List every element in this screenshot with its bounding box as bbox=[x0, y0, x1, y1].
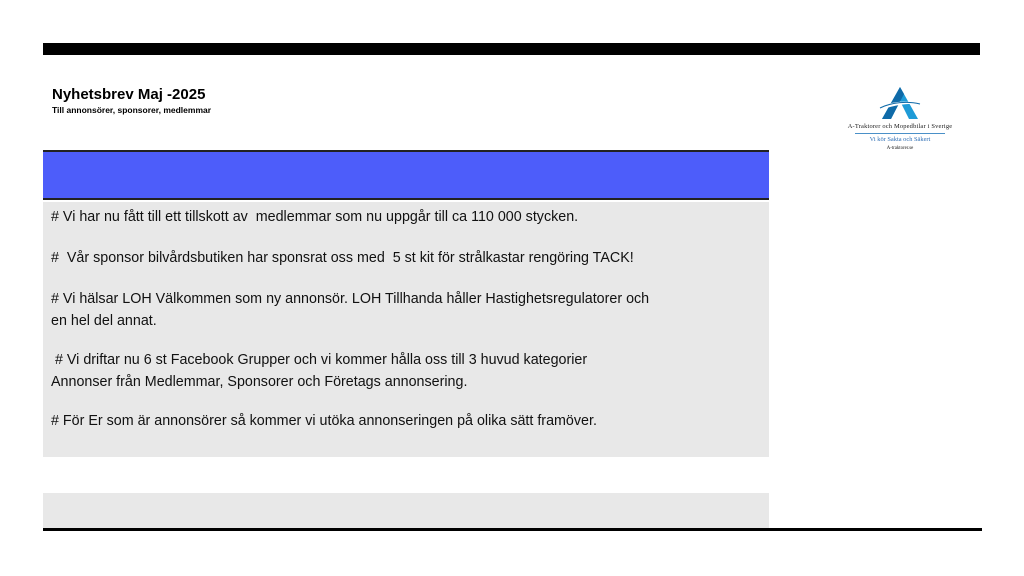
blue-banner bbox=[43, 150, 769, 200]
logo-divider bbox=[855, 133, 945, 134]
logo-url: A-traktorer.se bbox=[886, 146, 914, 151]
news-item-facebook-line1: # Vi driftar nu 6 st Facebook Grupper och vi kommer hålla oss till 3 huvud kategorier bbox=[51, 352, 588, 368]
bottom-black-rule bbox=[43, 528, 982, 531]
news-item-facebook-line2: Annonser från Medlemmar, Sponsorer och Företags annonsering. bbox=[51, 374, 468, 390]
a-logo-icon bbox=[878, 86, 922, 120]
news-content-panel bbox=[43, 202, 769, 457]
news-item-advertiser-line2: en hel del annat. bbox=[51, 313, 157, 329]
news-item-advertiser-line1: # Vi hälsar LOH Välkommen som ny annonsör. LOH Tillhanda håller Hastighetsregulatorer och bbox=[51, 291, 650, 307]
logo-tagline: Vi kör Sakta och Säkert bbox=[869, 136, 931, 143]
logo-organization-name: A-Traktorer och Mopedbilar i Sverige bbox=[847, 123, 953, 130]
news-item-future-ads: # För Er som är annonsörer så kommer vi utöka annonseringen på olika sätt framöver. bbox=[51, 413, 597, 429]
organization-logo bbox=[826, 86, 974, 151]
news-item-members: # Vi har nu fått till ett tillskott av medlemmar som nu uppgår till ca 110 000 stycken. bbox=[51, 209, 579, 225]
footer-panel bbox=[43, 493, 769, 528]
news-item-sponsor: # Vår sponsor bilvårdsbutiken har sponsrat oss med 5 st kit för strålkastar rengöring TACK! bbox=[51, 250, 634, 266]
header-block bbox=[52, 86, 211, 115]
newsletter-title: Nyhetsbrev Maj -2025 bbox=[52, 86, 206, 103]
newsletter-subtitle: Till annonsörer, sponsorer, medlemmar bbox=[52, 105, 212, 115]
top-black-bar bbox=[43, 43, 980, 55]
